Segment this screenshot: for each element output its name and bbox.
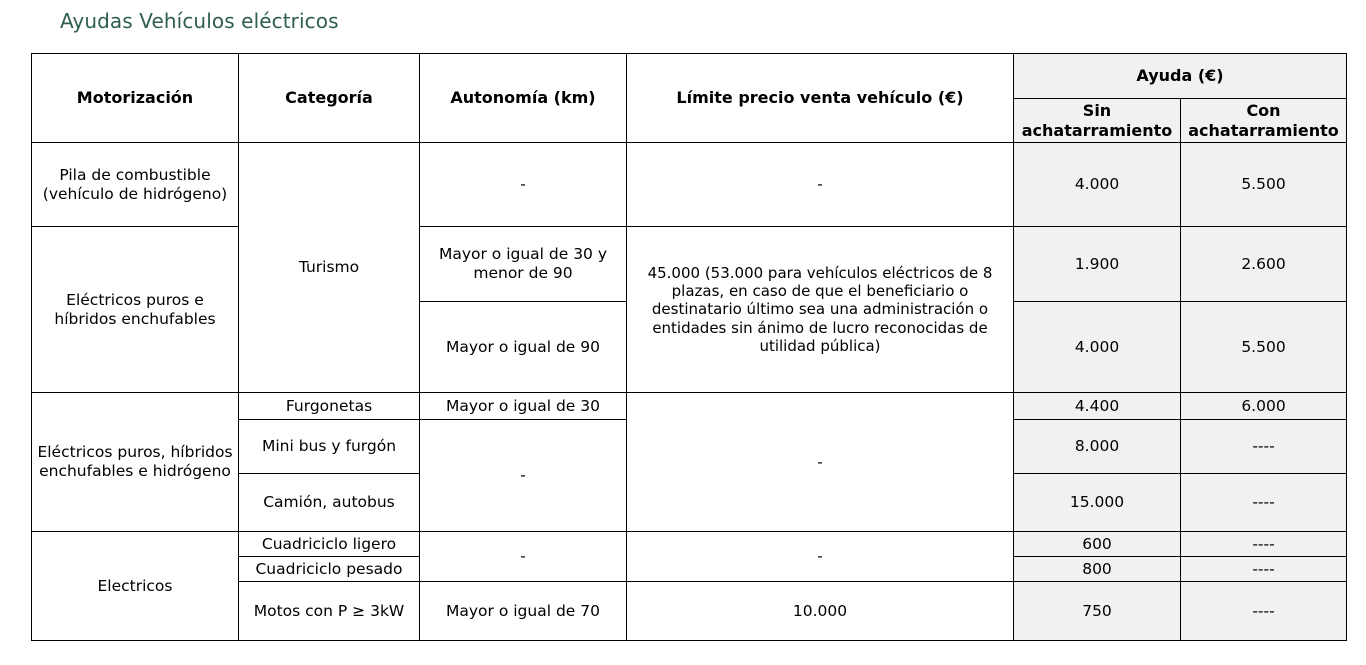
- cell-limite-precio: 45.000 (53.000 para vehículos eléctricos de 8 plazas, en caso de que el beneficiario o destinatario último sea una administración o entidades sin ánimo de lucro reconocidas de utilidad pública): [627, 227, 1014, 393]
- cell-limite-precio: -: [627, 143, 1014, 227]
- cell-autonomia: Mayor o igual de 70: [420, 582, 627, 641]
- cell-autonomia: -: [420, 420, 627, 532]
- cell-sin-achatarramiento: 600: [1014, 532, 1181, 557]
- cell-sin-achatarramiento: 8.000: [1014, 420, 1181, 474]
- header-sin-achatarramiento: Sin achatarramiento: [1014, 99, 1181, 143]
- page-title: Ayudas Vehículos eléctricos: [60, 9, 339, 33]
- cell-limite-precio: -: [627, 393, 1014, 532]
- subsidies-table: [31, 53, 1347, 641]
- cell-con-achatarramiento: 5.500: [1181, 302, 1347, 393]
- cell-sin-achatarramiento: 4.400: [1014, 393, 1181, 420]
- cell-con-achatarramiento: ----: [1181, 532, 1347, 557]
- cell-sin-achatarramiento: 4.000: [1014, 143, 1181, 227]
- cell-sin-achatarramiento: 800: [1014, 557, 1181, 582]
- cell-con-achatarramiento: ----: [1181, 474, 1347, 532]
- cell-con-achatarramiento: ----: [1181, 582, 1347, 641]
- cell-con-achatarramiento: ----: [1181, 557, 1347, 582]
- cell-categoria: Cuadriciclo pesado: [239, 557, 420, 582]
- cell-sin-achatarramiento: 1.900: [1014, 227, 1181, 302]
- table-row: [32, 143, 1347, 227]
- table-row: [32, 393, 1347, 420]
- cell-categoria: Motos con P ≥ 3kW: [239, 582, 420, 641]
- cell-motorizacion: Pila de combustible (vehículo de hidrógeno): [32, 143, 239, 227]
- cell-motorizacion: Eléctricos puros e híbridos enchufables: [32, 227, 239, 393]
- cell-categoria: Mini bus y furgón: [239, 420, 420, 474]
- header-row-primary: [32, 54, 1347, 99]
- cell-autonomia: -: [420, 143, 627, 227]
- cell-motorizacion: Eléctricos puros, híbridos enchufables e hidrógeno: [32, 393, 239, 532]
- header-limite-precio: Límite precio venta vehículo (€): [627, 54, 1014, 143]
- cell-autonomia: Mayor o igual de 30 y menor de 90: [420, 227, 627, 302]
- cell-categoria: Turismo: [239, 143, 420, 393]
- cell-sin-achatarramiento: 4.000: [1014, 302, 1181, 393]
- cell-limite-precio: 10.000: [627, 582, 1014, 641]
- cell-con-achatarramiento: 6.000: [1181, 393, 1347, 420]
- table-row: [32, 227, 1347, 302]
- header-ayuda: Ayuda (€): [1014, 54, 1347, 99]
- cell-sin-achatarramiento: 15.000: [1014, 474, 1181, 532]
- cell-con-achatarramiento: 2.600: [1181, 227, 1347, 302]
- cell-categoria: Furgonetas: [239, 393, 420, 420]
- table-row: [32, 532, 1347, 557]
- cell-motorizacion: Electricos: [32, 532, 239, 641]
- header-categoria: Categoría: [239, 54, 420, 143]
- cell-limite-precio: -: [627, 532, 1014, 582]
- cell-autonomia: Mayor o igual de 90: [420, 302, 627, 393]
- cell-con-achatarramiento: ----: [1181, 420, 1347, 474]
- cell-categoria: Cuadriciclo ligero: [239, 532, 420, 557]
- cell-con-achatarramiento: 5.500: [1181, 143, 1347, 227]
- cell-sin-achatarramiento: 750: [1014, 582, 1181, 641]
- header-con-achatarramiento: Con achatarramiento: [1181, 99, 1347, 143]
- header-autonomia: Autonomía (km): [420, 54, 627, 143]
- table-header: [32, 54, 1347, 143]
- cell-autonomia: Mayor o igual de 30: [420, 393, 627, 420]
- header-motorizacion: Motorización: [32, 54, 239, 143]
- table-body: [32, 143, 1347, 641]
- cell-categoria: Camión, autobus: [239, 474, 420, 532]
- cell-autonomia: -: [420, 532, 627, 582]
